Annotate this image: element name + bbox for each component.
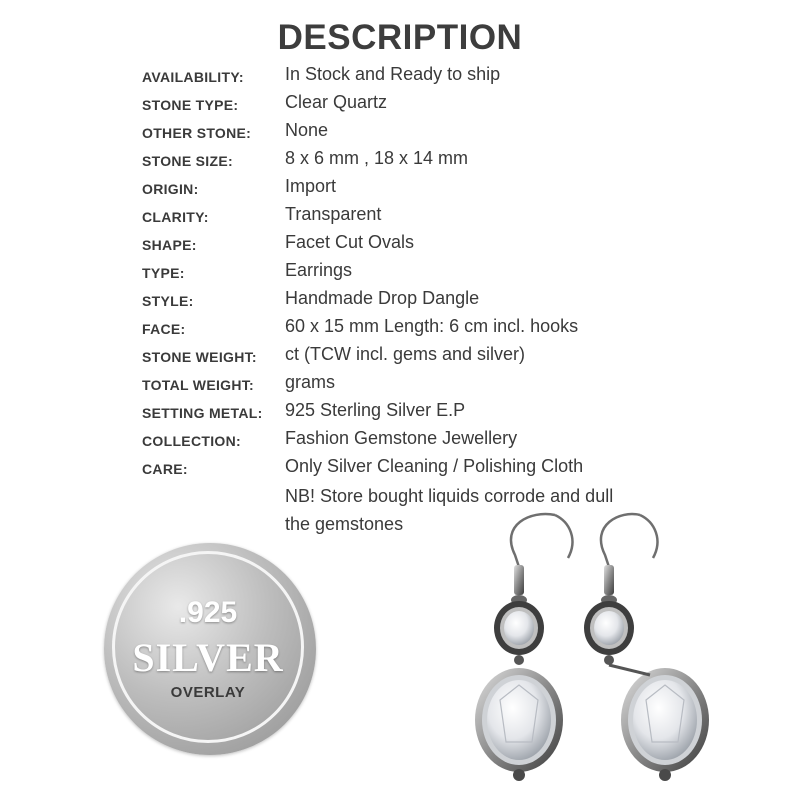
care-note-line: the gemstones bbox=[285, 514, 404, 534]
spec-label: OTHER STONE: bbox=[142, 125, 252, 141]
spec-label: CLARITY: bbox=[142, 209, 209, 225]
care-note-line: NB! Store bought liquids corrode and dull bbox=[285, 486, 614, 506]
spec-value: Clear Quartz bbox=[285, 92, 388, 112]
spec-label: SHAPE: bbox=[142, 237, 197, 253]
spec-label: COLLECTION: bbox=[142, 433, 241, 449]
spec-label: AVAILABILITY: bbox=[142, 69, 244, 85]
spec-value: 8 x 6 mm , 18 x 14 mm bbox=[285, 148, 469, 168]
spec-value: Earrings bbox=[285, 260, 353, 280]
spec-label: TOTAL WEIGHT: bbox=[142, 377, 255, 393]
spec-row-care bbox=[142, 454, 702, 482]
spec-value: Transparent bbox=[285, 204, 382, 224]
badge-metal: SILVER bbox=[132, 635, 284, 680]
spec-row-clarity bbox=[142, 202, 702, 230]
spec-row-availability bbox=[142, 62, 702, 90]
spec-row-collection bbox=[142, 426, 702, 454]
page-title: DESCRIPTION bbox=[277, 18, 523, 57]
silver-overlay-badge bbox=[104, 543, 316, 755]
spec-value: 925 Sterling Silver E.P bbox=[285, 400, 466, 420]
badge-purity: .925 bbox=[178, 596, 238, 629]
spec-value: grams bbox=[285, 372, 336, 392]
spec-row-total-weight bbox=[142, 370, 702, 398]
spec-value: ct (TCW incl. gems and silver) bbox=[285, 344, 526, 364]
spec-label: ORIGIN: bbox=[142, 181, 199, 197]
spec-row-shape bbox=[142, 230, 702, 258]
spec-row-type bbox=[142, 258, 702, 286]
spec-value: Facet Cut Ovals bbox=[285, 232, 415, 252]
spec-row-face bbox=[142, 314, 702, 342]
spec-label: TYPE: bbox=[142, 265, 185, 281]
right-earring bbox=[584, 514, 709, 781]
spec-label: SETTING METAL: bbox=[142, 405, 263, 421]
spec-value: Import bbox=[285, 176, 337, 196]
spec-row-other-stone bbox=[142, 118, 702, 146]
spec-row-stone-type bbox=[142, 90, 702, 118]
spec-value: Only Silver Cleaning / Polishing Cloth bbox=[285, 456, 584, 476]
spec-value: In Stock and Ready to ship bbox=[285, 64, 501, 84]
spec-label: STYLE: bbox=[142, 293, 194, 309]
spec-value: Fashion Gemstone Jewellery bbox=[285, 428, 518, 448]
badge-ring bbox=[112, 551, 304, 743]
spec-row-origin bbox=[142, 174, 702, 202]
spec-value: None bbox=[285, 120, 329, 140]
spec-value: 60 x 15 mm Length: 6 cm incl. hooks bbox=[285, 316, 579, 336]
earrings-product-image bbox=[460, 510, 740, 790]
spec-row-stone-weight bbox=[142, 342, 702, 370]
spec-row-setting-metal bbox=[142, 398, 702, 426]
spec-row-style bbox=[142, 286, 702, 314]
badge-type: OVERLAY bbox=[170, 684, 246, 701]
spec-list bbox=[142, 62, 702, 482]
left-earring bbox=[475, 514, 572, 781]
spec-value: Handmade Drop Dangle bbox=[285, 288, 480, 308]
spec-label: STONE WEIGHT: bbox=[142, 349, 257, 365]
spec-row-stone-size bbox=[142, 146, 702, 174]
spec-label: STONE TYPE: bbox=[142, 97, 239, 113]
spec-label: CARE: bbox=[142, 461, 188, 477]
spec-label: FACE: bbox=[142, 321, 186, 337]
spec-label: STONE SIZE: bbox=[142, 153, 233, 169]
